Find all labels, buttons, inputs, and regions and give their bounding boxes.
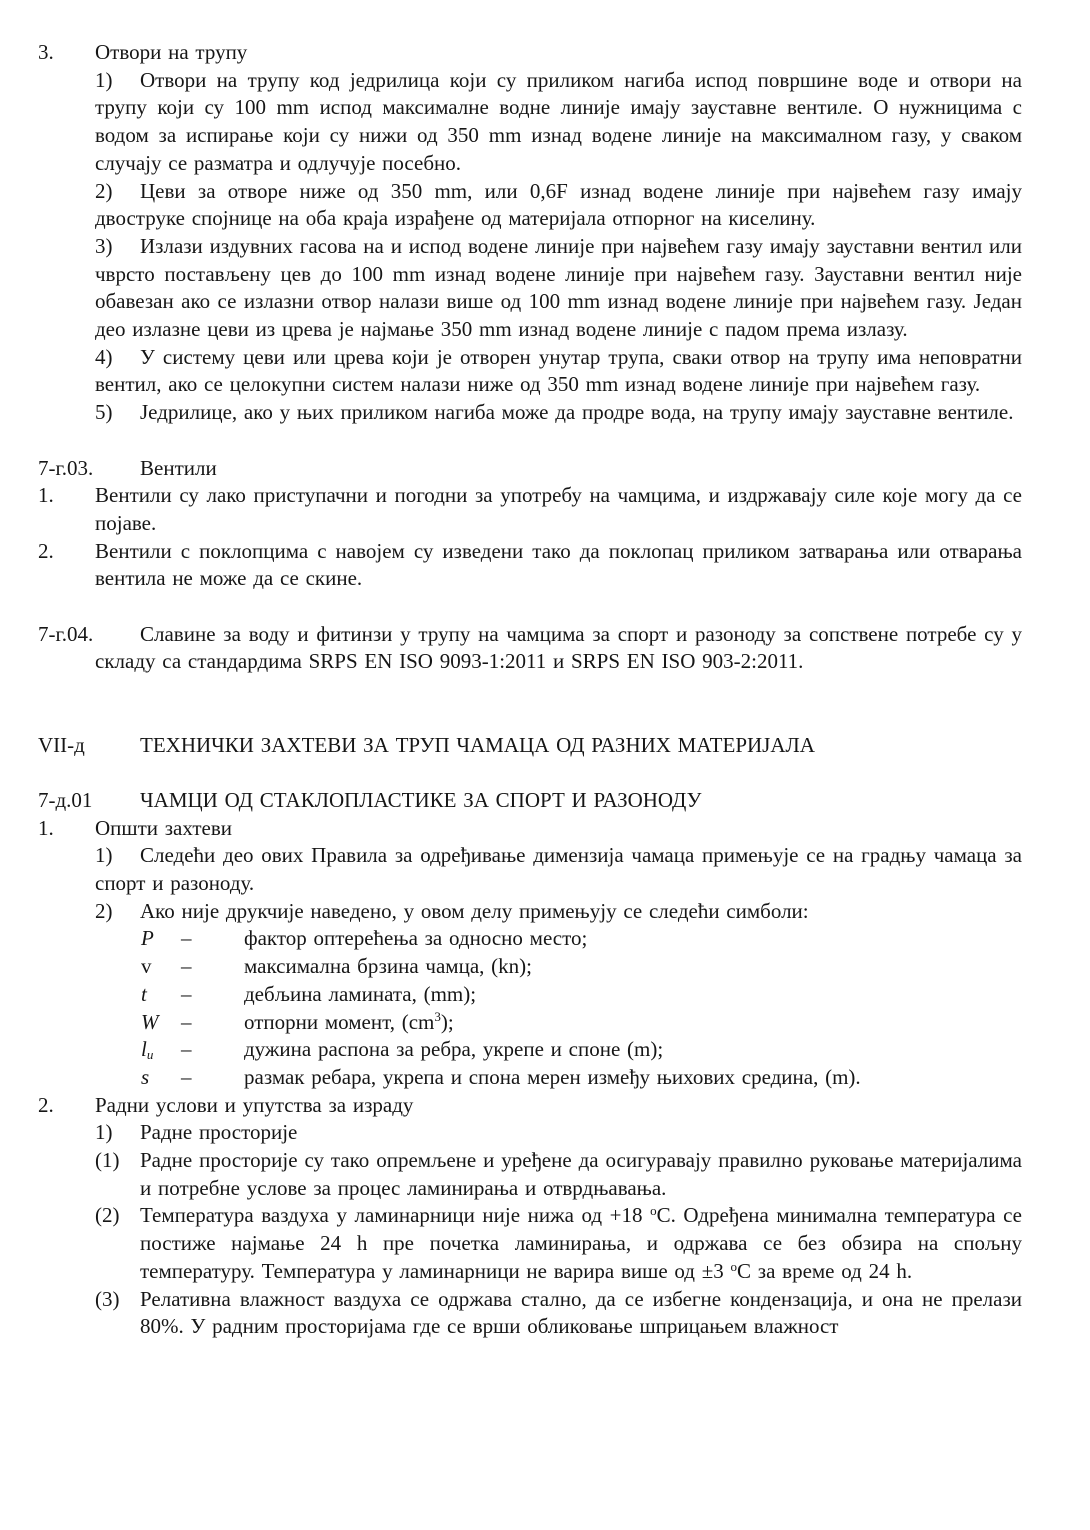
blank-line — [38, 427, 1022, 455]
para-3-2-text: Цеви за отворе ниже од 350 mm, или 0,6F изнад водене линије при највећем газу имају двоструке спојнице на оба краја израђене од материјала отпорног на киселину. — [95, 178, 1022, 231]
symbol-letter: v — [141, 954, 152, 979]
para-7d01-g1-1-marker: 1) — [95, 843, 113, 868]
para-3-4-text: У систему цеви или црева који је отворен унутар трупа, сваки отвор на трупу има неповратни вентил, ако се целокупни систем налази ниже од 350 mm изнад водене линије при највећем газу. — [95, 344, 1022, 397]
para-7g03-1-marker: 1. — [38, 483, 54, 508]
para-7d01-g2-p3 — [95, 1286, 1022, 1341]
symbol-row-p — [141, 925, 1022, 953]
para-3-4 — [95, 344, 1022, 399]
symbol-dash: – — [181, 926, 192, 951]
p2-text-2: C. Одређена минимална температура се постиже најмање 24 h пре почетка ламинирања, и одржава се без обзира на спољну температуру. Температура у ламинарници не варира више од ±3 — [140, 1203, 1022, 1283]
para-7d01-g2-p1-text: Радне просторије су тако опремљене и уређене да осигуравају правилно руковање материјалима и потребне услове за процес ламинирања и отврдњавања. — [140, 1148, 1022, 1200]
para-3-1-text: Отвори на трупу код једрилица који су приликом нагиба испод површине воде и отвори на трупу који су 100 mm испод максималне водне линије имају зауставне вентиле. О нужницима с водом за испирање који су нижи од 350 mm изнад водене линије на максималном газу, у сваком случају се разматра и одлучује посебно. — [95, 67, 1022, 175]
symbol-letter-l: l — [141, 1037, 147, 1062]
para-7d01-g1-2-marker: 2) — [95, 898, 113, 923]
section-7d01-title: ЧАМЦИ ОД СТАКЛОПЛАСТИКЕ ЗА СПОРТ И РАЗОНОДУ — [140, 787, 702, 812]
para-7d01-g2-p2-marker: (2) — [95, 1203, 120, 1228]
para-7g03-1 — [38, 482, 1022, 537]
para-7d01-g1-1-text: Следећи део ових Правила за одређивање димензија чамаца примењује се на градњу чамаца за спорт и разоноду. — [95, 843, 1022, 896]
symbol-row-w — [141, 1009, 1022, 1037]
para-3-4-marker: 4) — [95, 344, 113, 369]
symbol-desc: размак ребара, укрепа и спона мерен између њихових средина, (m). — [244, 1064, 861, 1089]
para-7d01-g2-p3-text: Релативна влажност ваздуха се одржава стално, да се избегне кондензација, и она не прелази 80%. У радним просторијама где се врши обликовање шприцањем влажност — [140, 1286, 1022, 1339]
para-3-3 — [95, 233, 1022, 344]
symbol-letter: t — [141, 981, 147, 1006]
symbol-letter: W — [141, 1009, 159, 1034]
symbol-desc — [244, 1010, 454, 1034]
degree-superscript: o — [730, 1258, 738, 1274]
para-7g04-text: Славине за воду и фитинзи у трупу на чамцима за спорт и разоноду за сопствене потребе су у складу са стандардима SRPS EN ISO 9093-1:2011 и SRPS EN ISO 903-2:2011. — [95, 621, 1022, 674]
blank-line — [38, 593, 1022, 621]
para-7d01-g1-title: Општи захтеви — [95, 815, 232, 840]
symbol-letter: P — [141, 926, 154, 951]
superscript-3: 3 — [434, 1009, 441, 1025]
para-3-5 — [95, 399, 1022, 427]
symbol-dash: – — [181, 1064, 192, 1089]
para-7d01-g1-heading — [38, 815, 1022, 843]
para-7d01-g2-number: 2. — [38, 1092, 54, 1117]
para-7d01-g1-2-text: Ако није друкчије наведено, у овом делу примењују се следећи симболи: — [140, 898, 809, 923]
para-7d01-g2-p2-text — [140, 1203, 1022, 1282]
chapter-7d-heading — [38, 732, 1022, 760]
para-7d01-g1-number: 1. — [38, 815, 54, 840]
para-7g03-2-marker: 2. — [38, 538, 54, 563]
section-7d01-heading — [38, 787, 1022, 815]
para-7g03-2 — [38, 538, 1022, 593]
symbol-letter — [141, 1036, 181, 1064]
symbol-desc: максимална брзина чамца, (kn); — [244, 954, 532, 979]
section-7d01-number: 7-д.01 — [38, 787, 93, 812]
para-7d01-g2-title: Радни услови и упутства за израду — [95, 1092, 414, 1117]
symbol-desc-post: ); — [440, 1009, 454, 1034]
symbol-desc: фактор оптерећења за односно место; — [244, 926, 588, 951]
symbol-dash: – — [181, 1037, 192, 1062]
section-7g03-number: 7-г.03. — [38, 455, 94, 480]
para-7d01-g2-1 — [95, 1119, 1022, 1147]
p2-text-3: C за време од 24 h. — [737, 1258, 913, 1283]
symbol-dash: – — [181, 1009, 192, 1034]
para-7g04 — [38, 621, 1022, 676]
para-3-2-marker: 2) — [95, 178, 113, 203]
para-7d01-g2-p1-marker: (1) — [95, 1148, 120, 1173]
symbol-desc: дужина распона за ребра, укрепе и споне (m); — [244, 1037, 664, 1062]
para-7d01-g1-1 — [95, 842, 1022, 897]
para-7g04-number: 7-г.04. — [38, 621, 94, 646]
para-7d01-g2-heading — [38, 1092, 1022, 1120]
para-7d01-g2-p3-marker: (3) — [95, 1286, 120, 1311]
symbol-row-lu — [141, 1036, 1022, 1064]
para-7g03-1-text: Вентили су лако приступачни и погодни за употребу на чамцима, и издржавају силе које могу да се појаве. — [95, 483, 1022, 535]
symbol-dash: – — [181, 954, 192, 979]
section-3-title: Отвори на трупу — [95, 40, 248, 64]
chapter-7d-number: VII-д — [38, 732, 85, 757]
section-7g03-title: Вентили — [140, 455, 217, 480]
section-3-number: 3. — [38, 40, 54, 64]
para-3-3-marker: 3) — [95, 233, 113, 258]
para-7d01-g2-p1 — [95, 1147, 1022, 1202]
para-7d01-g2-p2 — [95, 1202, 1022, 1285]
para-3-5-marker: 5) — [95, 400, 113, 425]
para-3-1 — [95, 67, 1022, 178]
blank-lines — [38, 676, 1022, 731]
symbol-row-s — [141, 1064, 1022, 1092]
symbol-subscript-u: u — [146, 1046, 154, 1062]
para-7d01-g2-1-marker: 1) — [95, 1120, 113, 1145]
symbol-row-t — [141, 981, 1022, 1009]
para-7d01-g1-2 — [95, 898, 1022, 926]
symbol-row-v — [141, 953, 1022, 981]
section-7g03-heading — [38, 455, 1022, 483]
chapter-7d-title: ТЕХНИЧКИ ЗАХТЕВИ ЗА ТРУП ЧАМАЦА ОД РАЗНИХ МАТЕРИЈАЛА — [140, 732, 815, 757]
symbol-desc-pre: отпорни момент, (cm — [244, 1009, 435, 1034]
symbol-dash: – — [181, 981, 192, 1006]
p2-text-1: Температура ваздуха у ламинарници није нижа од +18 — [140, 1203, 651, 1228]
para-3-3-text: Излази издувних гасова на и испод водене линије при највећем газу имају зауставни вентил или чврсто постављену цев до 100 mm изнад водене линије при највећем газу. Зауставни вентил није обавезан ако се излазни отвор налази више од 100 mm изнад водене линије при највећем газу. Један део излазне цеви из црева је најмање 350 mm изнад водене линије с падом према излазу. — [95, 233, 1022, 342]
para-3-1-marker: 1) — [95, 67, 113, 92]
blank-line — [38, 759, 1022, 787]
degree-superscript: o — [650, 1203, 657, 1219]
para-7d01-g2-1-text: Радне просторије — [140, 1120, 298, 1145]
symbol-desc: дебљина ламината, (mm); — [244, 981, 477, 1006]
para-7g03-2-text: Вентили с поклопцима с навојем су изведени тако да поклопац приликом затварања или отварања вентила не може да се скине. — [95, 538, 1022, 591]
para-3-5-text: Једрилице, ако у њих приликом нагиба може да продре вода, на трупу имају зауставне вентиле. — [140, 400, 1014, 425]
symbol-letter: s — [141, 1064, 150, 1089]
section-3-heading — [38, 39, 1022, 67]
para-3-2 — [95, 178, 1022, 233]
